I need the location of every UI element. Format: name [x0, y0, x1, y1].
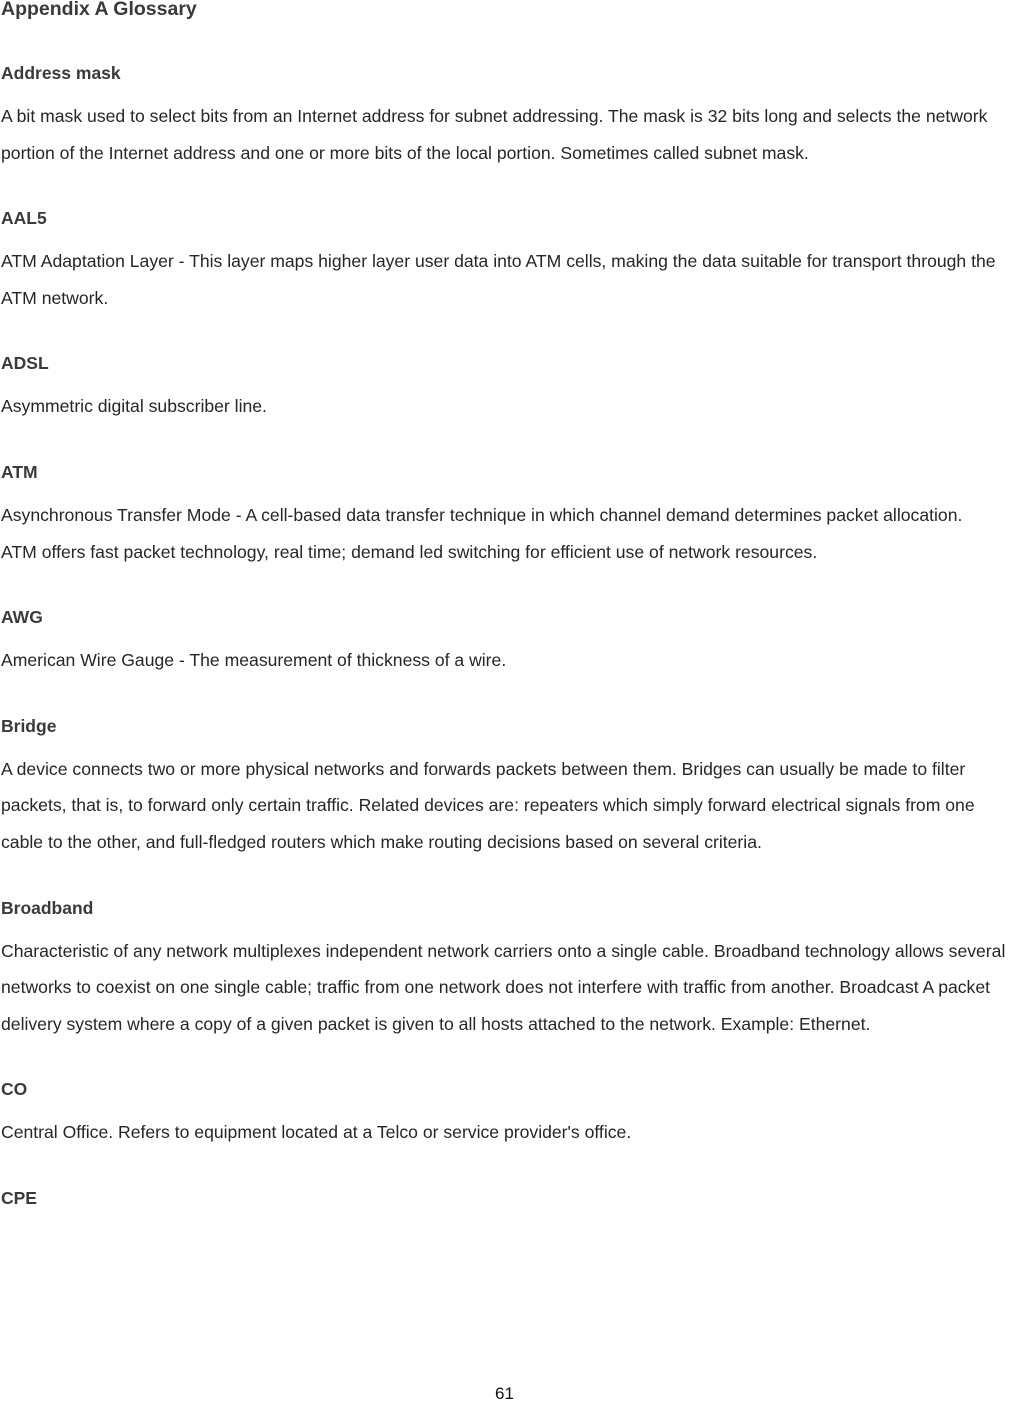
page-number: 61 [495, 1384, 514, 1403]
glossary-definition: ATM offers fast packet technology, real time; demand led switching for efficient use of network resources. [1, 541, 818, 562]
glossary-definition: ATM Adaptation Layer - This layer maps higher layer user data into ATM cells, making the data suitable for transport through the ATM network. [1, 251, 996, 308]
glossary-definition: Asynchronous Transfer Mode - A cell-based data transfer technique in which channel demand determines packet allocation. [1, 504, 963, 525]
glossary-term: AWG [1, 607, 43, 628]
glossary-entry [1, 606, 1009, 679]
glossary-entry [1, 1187, 1009, 1209]
glossary-definition: American Wire Gauge - The measurement of thickness of a wire. [1, 650, 507, 671]
glossary-entry [1, 461, 1009, 570]
glossary-definition: Central Office. Refers to equipment located at a Telco or service provider's office. [1, 1122, 632, 1143]
glossary-term: Bridge [1, 715, 57, 736]
glossary-entry [1, 715, 1009, 861]
glossary-term: ADSL [1, 353, 49, 374]
glossary-term: AAL5 [1, 208, 47, 229]
glossary-entry [1, 1078, 1009, 1151]
glossary-definition: A device connects two or more physical networks and forwards packets between them. Bridges can usually be made to filter packets, that is, to forward only certain traffic. Related devices are: repeaters which simply forward electrical signals from one cable to the other, and full-fledged routers which make routing decisions based on several criteria. [1, 758, 975, 852]
appendix-title: Appendix A Glossary [1, 0, 197, 20]
glossary-entry [1, 62, 1009, 171]
glossary-entry [1, 897, 1009, 1043]
glossary-term: CPE [1, 1187, 37, 1208]
glossary-list [1, 62, 1009, 1245]
glossary-term: Broadband [1, 897, 94, 918]
glossary-entry [1, 207, 1009, 316]
glossary-term: ATM [1, 461, 38, 482]
glossary-definition: Characteristic of any network multiplexes independent network carriers onto a single cable. Broadband technology allows several networks to coexist on one single cable; traffic from one network does not interfere with traffic from another. Broadcast A packet delivery system where a copy of a given packet is given to all hosts attached to the network. Example: Ethernet. [1, 940, 1006, 1034]
glossary-entry [1, 352, 1009, 425]
glossary-definition: Asymmetric digital subscriber line. [1, 396, 267, 417]
glossary-term: Address mask [1, 63, 121, 83]
glossary-definition: A bit mask used to select bits from an Internet address for subnet addressing. The mask is 32 bits long and selects the network portion of the Internet address and one or more bits of the local portion. Sometimes called subnet mask. [1, 106, 988, 163]
glossary-term: CO [1, 1079, 28, 1100]
